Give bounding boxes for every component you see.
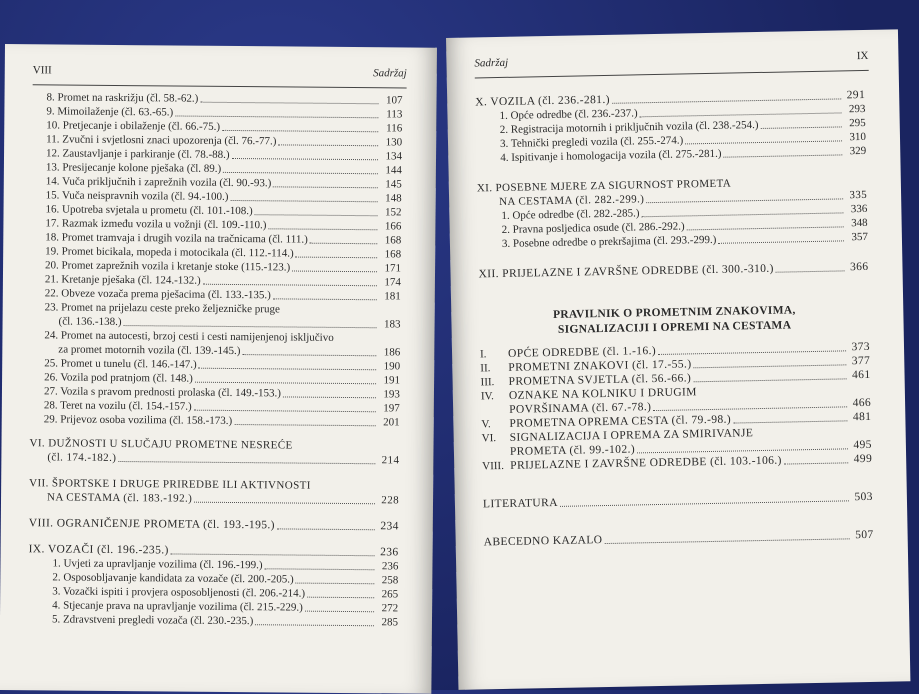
dot-leader xyxy=(223,172,378,174)
toc-page-number: 265 xyxy=(381,588,399,601)
toc-entry-text: 29. Prijevoz osoba vozilima (čl. 158.-173.) xyxy=(43,413,233,427)
right-toc xyxy=(475,88,874,549)
toc-entry-text: 4. Ispitivanje i homologacija vozila (čl. 275.-281.) xyxy=(500,147,722,164)
dot-leader xyxy=(718,240,844,243)
toc-page-number: 285 xyxy=(381,616,399,629)
dot-leader xyxy=(307,597,374,599)
toc-page-number: 348 xyxy=(851,216,868,230)
toc-entry-text: 9. Mimoilaženje (čl. 63.-65.) xyxy=(46,105,174,119)
toc-entry-text: 2. Pravna posljedica osude (čl. 286.-292.) xyxy=(501,220,685,236)
toc-page-number: 499 xyxy=(853,452,873,466)
toc-section xyxy=(29,476,399,507)
toc-page-number: 495 xyxy=(853,438,873,452)
toc-page-number: 214 xyxy=(381,454,400,467)
toc-entry-text: 28. Teret na vozilu (čl. 154.-157.) xyxy=(43,399,192,413)
dot-leader xyxy=(724,154,843,157)
subsection-list xyxy=(28,556,399,629)
toc-entry-text: 19. Promet bicikala, mopeda i motocikala (čl. 112.-114.) xyxy=(45,245,294,260)
subsection-list xyxy=(477,202,868,251)
toc-entry xyxy=(30,328,400,359)
dot-leader xyxy=(733,420,847,423)
toc-entry-text: 13. Presijecanje kolone pješaka (čl. 89.) xyxy=(45,161,222,175)
toc-entry-title: 23. Promet na prijelazu ceste preko željezničke pruge xyxy=(44,301,280,316)
toc-page-number: 481 xyxy=(852,410,872,424)
toc-entry-text: 12. Zaustavljanje i parkiranje (čl. 78.-88.) xyxy=(45,147,230,161)
toc-page-number: 503 xyxy=(854,490,874,504)
dot-leader xyxy=(230,200,377,202)
toc-page-number: 236 xyxy=(381,560,399,573)
dot-leader xyxy=(265,568,375,570)
toc-page-number: 236 xyxy=(380,546,399,559)
pravilnik-entry-text: OPĆE ODREDBE (čl. 1.-16.) xyxy=(507,345,657,360)
dot-leader xyxy=(268,228,377,230)
toc-entry-text: 5. Zdravstveni pregledi vozača (čl. 230.-235.) xyxy=(51,613,254,628)
toc-entry-text: 16. Upotreba svjetala u prometu (čl. 101.-108.) xyxy=(45,203,253,218)
toc-page-number: 329 xyxy=(849,144,867,158)
toc-entry xyxy=(28,612,398,629)
toc-page-number: 166 xyxy=(384,220,402,233)
dot-leader xyxy=(199,368,377,371)
toc-page-number: 113 xyxy=(386,108,403,121)
toc-page-number: 373 xyxy=(851,340,871,354)
roman-numeral: V. xyxy=(481,418,491,431)
toc-page-number: 168 xyxy=(384,248,402,261)
left-page xyxy=(0,44,437,694)
toc-section-title: LITERATURA xyxy=(482,496,558,511)
roman-numeral: III. xyxy=(480,376,495,389)
toc-entry-text: 27. Vozila s pravom prednosti prolaska (čl. 149.-153.) xyxy=(43,385,281,400)
right-page-number: IX xyxy=(856,49,869,63)
toc-page-number: 258 xyxy=(381,574,399,587)
left-page-number: VIII xyxy=(32,64,52,77)
dot-leader xyxy=(273,186,378,188)
toc-entry-text: 17. Razmak između vozila u vožnji (čl. 109.-110.) xyxy=(45,217,267,232)
dot-leader xyxy=(693,378,846,382)
toc-entry-text: (čl. 136.-138.) xyxy=(58,315,122,329)
toc-entry-text: za promet motornih vozila (čl. 139.-145.) xyxy=(58,343,241,358)
roman-numeral: VI. xyxy=(481,432,497,445)
left-header xyxy=(33,64,407,83)
dot-leader xyxy=(694,364,847,368)
toc-entry-text: 8. Promet na raskrižju (čl. 58.-62.) xyxy=(46,91,199,105)
subsection-list xyxy=(475,102,866,165)
toc-section xyxy=(29,436,399,467)
toc-page-number: 183 xyxy=(384,318,401,331)
toc-page-number: 152 xyxy=(384,206,402,219)
toc-page-number: 174 xyxy=(384,276,401,289)
toc-entry-text: 20. Promet zaprežnih vozila i kretanje stoke (115.-123.) xyxy=(45,259,291,274)
subsection-list xyxy=(30,90,403,429)
toc-section-title: IX. VOZAČI (čl. 196.-235.) xyxy=(28,543,169,557)
pravilnik-entry-title: OZNAKE NA KOLNIKU I DRUGIM xyxy=(508,386,697,402)
toc-page-number: 107 xyxy=(385,94,403,107)
dot-leader xyxy=(310,243,378,245)
dot-leader xyxy=(278,144,378,146)
pravilnik-entry-text: PROMETNI ZNAKOVI (čl. 17.-55.) xyxy=(508,358,692,374)
toc-entry xyxy=(31,300,401,331)
toc-page-number: 116 xyxy=(386,122,403,135)
dot-leader xyxy=(292,271,377,273)
toc-entry-text: 18. Promet tramvaja i drugih vozila na tračnicama (čl. 111.) xyxy=(45,231,308,246)
toc-page-number: 272 xyxy=(381,602,399,615)
toc-page-number: 366 xyxy=(849,260,869,274)
dot-leader xyxy=(784,462,848,464)
toc-page-number: 186 xyxy=(383,346,401,359)
left-header-title: Sadržaj xyxy=(373,67,407,80)
dot-leader xyxy=(255,624,374,626)
toc-section-title: XII. PRIJELAZNE I ZAVRŠNE ODREDBE (čl. 300.-310.) xyxy=(478,262,774,281)
dot-leader xyxy=(255,214,378,216)
toc-entry-text: 21. Kretanje pješaka (čl. 124.-132.) xyxy=(44,273,201,287)
dot-leader xyxy=(234,424,376,426)
toc-page-number: 193 xyxy=(383,388,401,401)
toc-entry-text: 3. Tehnički pregledi vozila (čl. 255.-274.) xyxy=(499,134,684,150)
roman-numeral: VIII. xyxy=(482,459,505,473)
toc-page-number: 181 xyxy=(384,290,401,303)
pravilnik-entry-text: PRIJELAZNE I ZAVRŠNE ODREDBE (čl. 103.-106.) xyxy=(510,454,782,472)
pravilnik-entry-text: PROMETNA OPREMA CESTA (čl. 79.-98.) xyxy=(509,413,732,430)
toc-page-number: 171 xyxy=(384,262,402,275)
toc-page-number: 190 xyxy=(383,360,401,373)
toc-page-number: 357 xyxy=(851,230,869,244)
dot-leader xyxy=(200,102,378,105)
roman-numeral: IV. xyxy=(480,390,494,403)
toc-entry-text: 3. Vozački ispiti i provjera osposobljenosti (čl. 206.-214.) xyxy=(52,585,306,600)
toc-page-number: 148 xyxy=(385,192,402,205)
toc-page-number: 201 xyxy=(383,416,400,429)
dot-leader xyxy=(687,226,844,230)
dot-leader xyxy=(685,140,842,144)
dot-leader xyxy=(123,325,376,328)
toc-entry-text: 1. Opće odredbe (čl. 282.-285.) xyxy=(501,207,640,222)
toc-page-number: 134 xyxy=(385,150,403,163)
toc-section-title: VI. DUŽNOSTI U SLUČAJU PROMETNE NESREĆE xyxy=(29,437,293,452)
toc-page-number: 377 xyxy=(851,354,871,368)
toc-page-number: 145 xyxy=(385,178,402,191)
toc-page-number: 336 xyxy=(850,202,868,216)
toc-page-number: 310 xyxy=(849,130,867,144)
toc-section-range: NA CESTAMA (čl. 282.-299.) xyxy=(499,193,645,209)
dot-leader xyxy=(273,298,377,300)
toc-entry-text: 2. Osposobljavanje kandidata za vozače (čl. 200.-205.) xyxy=(52,571,294,586)
right-header xyxy=(474,50,868,74)
toc-page-number: 197 xyxy=(383,402,400,415)
toc-page-number: 335 xyxy=(849,188,868,202)
toc-entry-text: 25. Promet u tunelu (čl. 146.-147.) xyxy=(44,357,197,371)
dot-leader xyxy=(283,396,376,398)
pravilnik-entry-title: SIGNALIZACIJA I OPREMA ZA SMIRIVANJE xyxy=(509,427,754,444)
header-rule xyxy=(33,84,407,88)
toc-section-range: NA CESTAMA (čl. 183.-192.) xyxy=(46,491,193,505)
dot-leader xyxy=(203,284,377,287)
toc-entry-text: 4. Stjecanje prava na upravljanje vozilima (čl. 215.-229.) xyxy=(52,599,303,614)
toc-page-number: 466 xyxy=(852,396,872,410)
toc-entry-text: 22. Obveze vozača prema pješacima (čl. 133.-135.) xyxy=(44,287,271,302)
toc-page-number: 130 xyxy=(385,136,403,149)
pravilnik-title xyxy=(479,302,870,339)
toc-entry-text: 15. Vuča neispravnih vozila (čl. 94.-100.) xyxy=(45,189,229,203)
pravilnik-title-line: SIGNALIZACIJI I OPREMI NA CESTAMA xyxy=(557,319,792,336)
toc-section-title: X. VOZILA (čl. 236.-281.) xyxy=(475,93,611,109)
toc-entry-text: 11. Zvučni i svjetlosni znaci upozorenja (čl. 76.-77.) xyxy=(46,133,277,148)
toc-page-number: 293 xyxy=(848,102,866,116)
dot-leader xyxy=(195,382,376,385)
toc-page-number: 461 xyxy=(851,368,871,382)
dot-leader xyxy=(232,158,378,160)
roman-numeral: I. xyxy=(479,348,487,361)
toc-page-number: 291 xyxy=(846,88,866,102)
toc-section-range: (čl. 174.-182.) xyxy=(47,451,117,464)
dot-leader xyxy=(175,115,378,118)
toc-page-number: 228 xyxy=(381,494,400,507)
toc-entry-text: 14. Vuča priključnih i zaprežnih vozila (čl. 90.-93.) xyxy=(45,175,272,190)
right-header-title: Sadržaj xyxy=(474,56,509,70)
toc-page-number: 191 xyxy=(383,374,401,387)
pravilnik-entry-text: POVRŠINAMA (čl. 67.-78.) xyxy=(509,401,652,416)
dot-leader xyxy=(194,410,376,413)
pravilnik-entry-text: PROMETA (čl. 99.-102.) xyxy=(509,443,636,458)
dot-leader xyxy=(296,257,378,259)
toc-section-title: VII. ŠPORTSKE I DRUGE PRIREDBE ILI AKTIVNOSTI xyxy=(29,477,311,492)
toc-section-title: XI. POSEBNE MJERE ZA SIGURNOST PROMETA xyxy=(476,177,732,195)
toc-page-number: 507 xyxy=(855,528,874,542)
dot-leader xyxy=(296,583,375,585)
right-page xyxy=(446,29,910,690)
toc-entry-text: 10. Pretjecanje i obilaženje (čl. 66.-75.) xyxy=(46,119,221,133)
toc-entry-text: 1. Uvjeti za upravljanje vozilima (čl. 196.-199.) xyxy=(52,557,263,572)
left-toc xyxy=(28,90,403,629)
toc-entry-title: 24. Promet na autocesti, brzoj cesti i cesti namijenjenoj isključivo xyxy=(44,329,334,344)
pravilnik-entry-text: PROMETNA SVJETLA (čl. 56.-66.) xyxy=(508,372,692,388)
toc-page-number: 168 xyxy=(384,234,402,247)
pravilnik-title-line: PRAVILNIK O PROMETNIM ZNAKOVIMA, xyxy=(552,304,796,321)
toc-entry-text: 3. Posebne odredbe o prekršajima (čl. 293.-299.) xyxy=(501,233,717,250)
roman-numeral: II. xyxy=(480,362,491,375)
dot-leader xyxy=(242,354,376,356)
toc-entry-text: 26. Vozila pod pratnjom (čl. 148.) xyxy=(44,371,193,385)
toc-section-title: VIII. OGRANIČENJE PROMETA (čl. 193.-195.) xyxy=(28,517,275,532)
toc-entry-text: 2. Registracija motornih i priključnih vozila (čl. 238.-254.) xyxy=(499,119,759,136)
toc-entry-text: 1. Opće odredbe (čl. 236.-237.) xyxy=(499,107,638,122)
dot-leader xyxy=(305,611,374,613)
toc-page-number: 295 xyxy=(849,116,866,130)
dot-leader xyxy=(761,126,842,129)
toc-page-number: 234 xyxy=(380,520,399,533)
toc-page-number: 144 xyxy=(385,164,402,177)
dot-leader xyxy=(222,130,378,132)
pravilnik-list xyxy=(480,340,872,473)
toc-section-title: ABECEDNO KAZALO xyxy=(483,534,603,549)
